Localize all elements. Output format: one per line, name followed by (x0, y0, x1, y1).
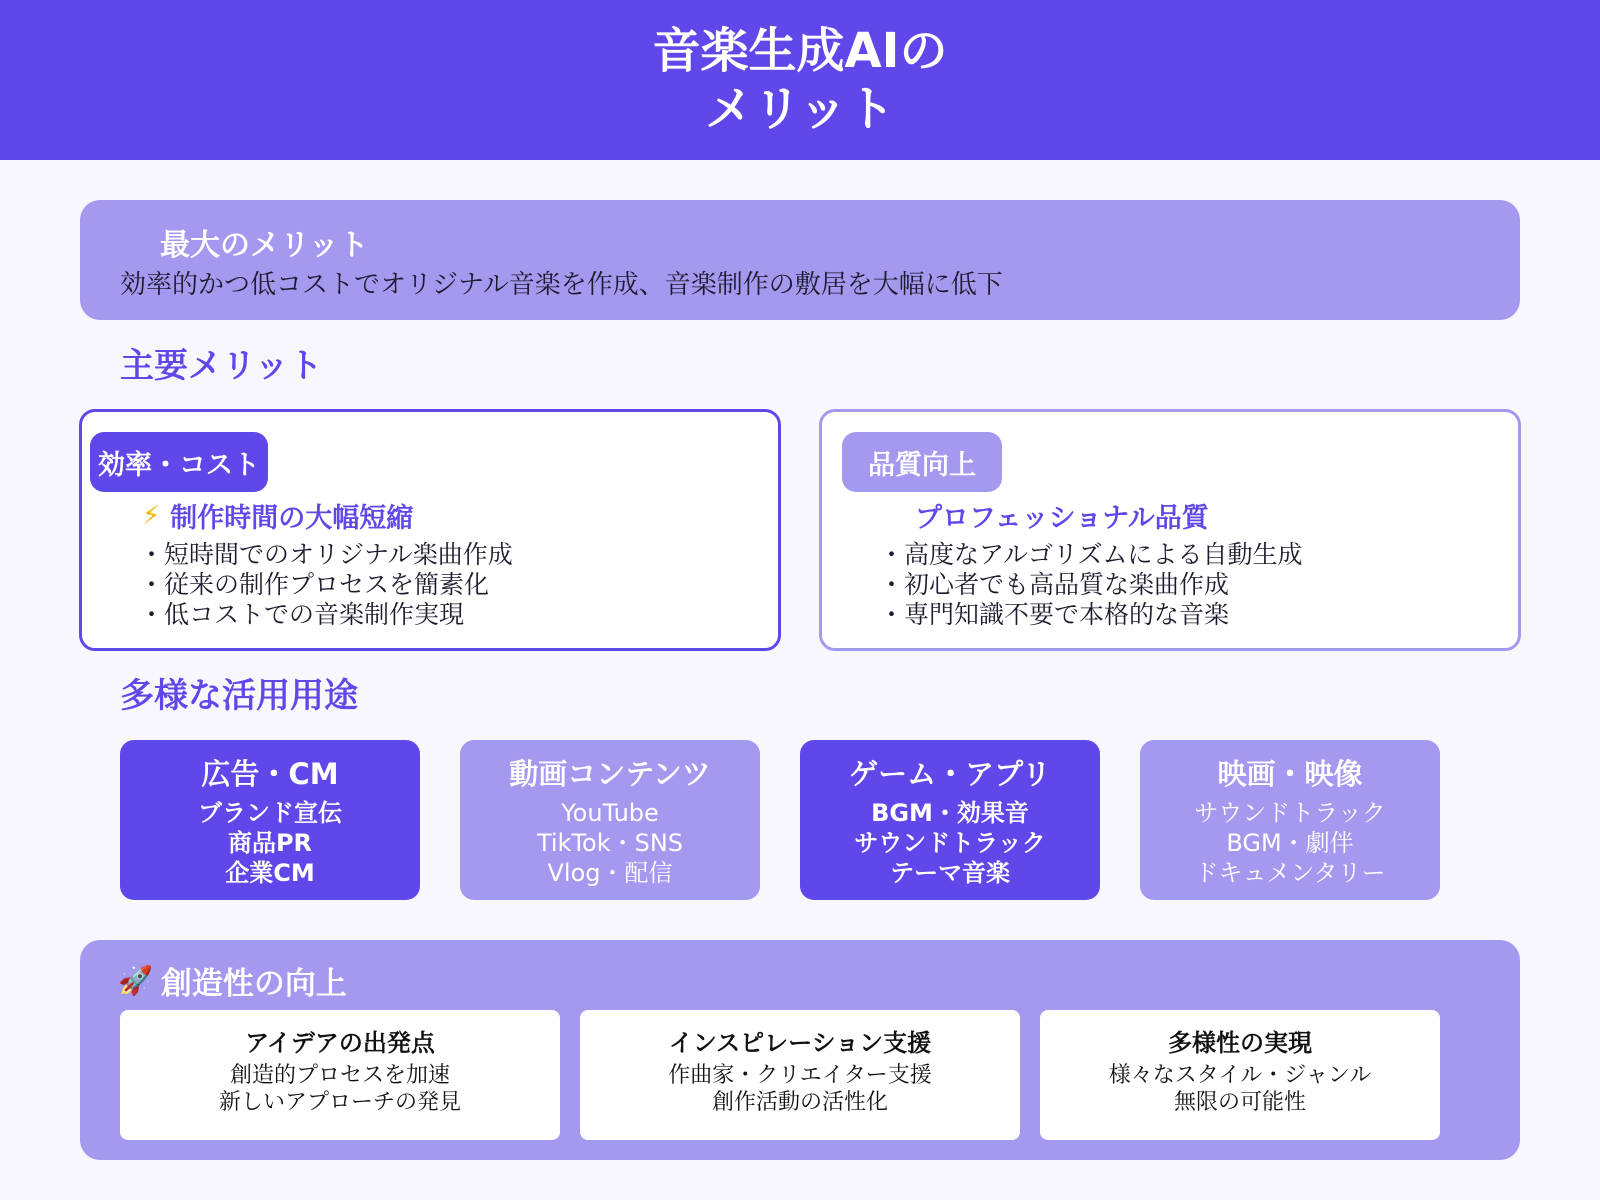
card-list (879, 540, 1303, 630)
creativity-card-line: 様々なスタイル・ジャンル (1108, 1063, 1372, 1088)
creativity-card-diversity (1040, 1010, 1440, 1140)
use-card-item: ドキュメンタリー (1194, 859, 1386, 887)
creativity-card-title: インスピレーション支援 (668, 1029, 932, 1057)
use-card-item: テーマ音楽 (890, 859, 1010, 887)
use-card-ads (120, 740, 420, 900)
use-card-title: 動画コンテンツ (509, 757, 711, 791)
use-card-item: BGM・効果音 (871, 799, 1029, 827)
benefit-card-quality (819, 409, 1521, 651)
creativity-card-title: アイデアの出発点 (245, 1029, 435, 1057)
list-item: ・短時間でのオリジナル楽曲作成 (139, 540, 513, 569)
use-card-item: 企業CM (225, 859, 315, 887)
use-card-item: YouTube (561, 799, 659, 827)
card-subtitle (142, 496, 413, 535)
benefit-card-efficiency (79, 409, 781, 651)
creativity-panel (80, 940, 1520, 1160)
creativity-card-inspiration (580, 1010, 1020, 1140)
card-badge: 品質向上 (842, 432, 1002, 492)
use-card-title: ゲーム・アプリ (849, 757, 1051, 791)
use-card-item: サウンドトラック (854, 829, 1046, 857)
card-badge: 効率・コスト (90, 432, 268, 492)
use-card-title: 映画・映像 (1217, 757, 1363, 791)
lightning-icon: ⚡ (142, 500, 161, 531)
banner-text: 効率的かつ低コストでオリジナル音楽を作成、音楽制作の敷居を大幅に低下 (120, 270, 1003, 300)
list-item: ・初心者でも高品質な楽曲作成 (879, 570, 1230, 599)
card-subtitle-text: プロフェッショナル品質 (915, 503, 1209, 534)
use-card-item: TikTok・SNS (536, 829, 684, 857)
section-title-main: 主要メリット (120, 346, 323, 386)
use-card-item: Vlog・配信 (547, 859, 673, 887)
use-card-item: BGM・劇伴 (1226, 829, 1354, 857)
creativity-card-ideas (120, 1010, 560, 1140)
use-card-item: ブランド宣伝 (198, 799, 342, 827)
use-card-item: 商品PR (227, 829, 313, 857)
use-card-title: 広告・CM (201, 757, 339, 791)
list-item: ・専門知識不要で本格的な音楽 (879, 600, 1230, 629)
card-list (139, 540, 513, 630)
creativity-card-line: 創作活動の活性化 (711, 1090, 888, 1115)
creativity-card-line: 創造的プロセスを加速 (229, 1063, 450, 1088)
card-subtitle (915, 496, 1209, 535)
use-card-video (460, 740, 760, 900)
banner-title: 最大のメリット (160, 228, 369, 263)
page-title-line1: 音楽生成AIの (652, 23, 948, 79)
use-card-games (800, 740, 1100, 900)
creativity-title (118, 958, 347, 1003)
highlight-banner (80, 200, 1520, 320)
page-title-line2: メリット (704, 81, 896, 137)
use-card-item: サウンドトラック (1194, 799, 1386, 827)
creativity-card-line: 新しいアプローチの発見 (218, 1090, 461, 1115)
section-title-uses: 多様な活用用途 (120, 676, 358, 716)
creativity-card-title: 多様性の実現 (1168, 1029, 1312, 1057)
creativity-card-line: 作曲家・クリエイター支援 (668, 1063, 932, 1088)
creativity-title-text: 創造性の向上 (160, 966, 347, 1002)
creativity-card-line: 無限の可能性 (1173, 1090, 1306, 1115)
list-item: ・高度なアルゴリズムによる自動生成 (879, 540, 1303, 569)
list-item: ・従来の制作プロセスを簡素化 (139, 570, 490, 599)
list-item: ・低コストでの音楽制作実現 (139, 600, 465, 629)
rocket-icon: 🚀 (118, 964, 153, 997)
card-subtitle-text: 制作時間の大幅短縮 (170, 503, 414, 534)
page-header (0, 0, 1600, 160)
use-card-film (1140, 740, 1440, 900)
